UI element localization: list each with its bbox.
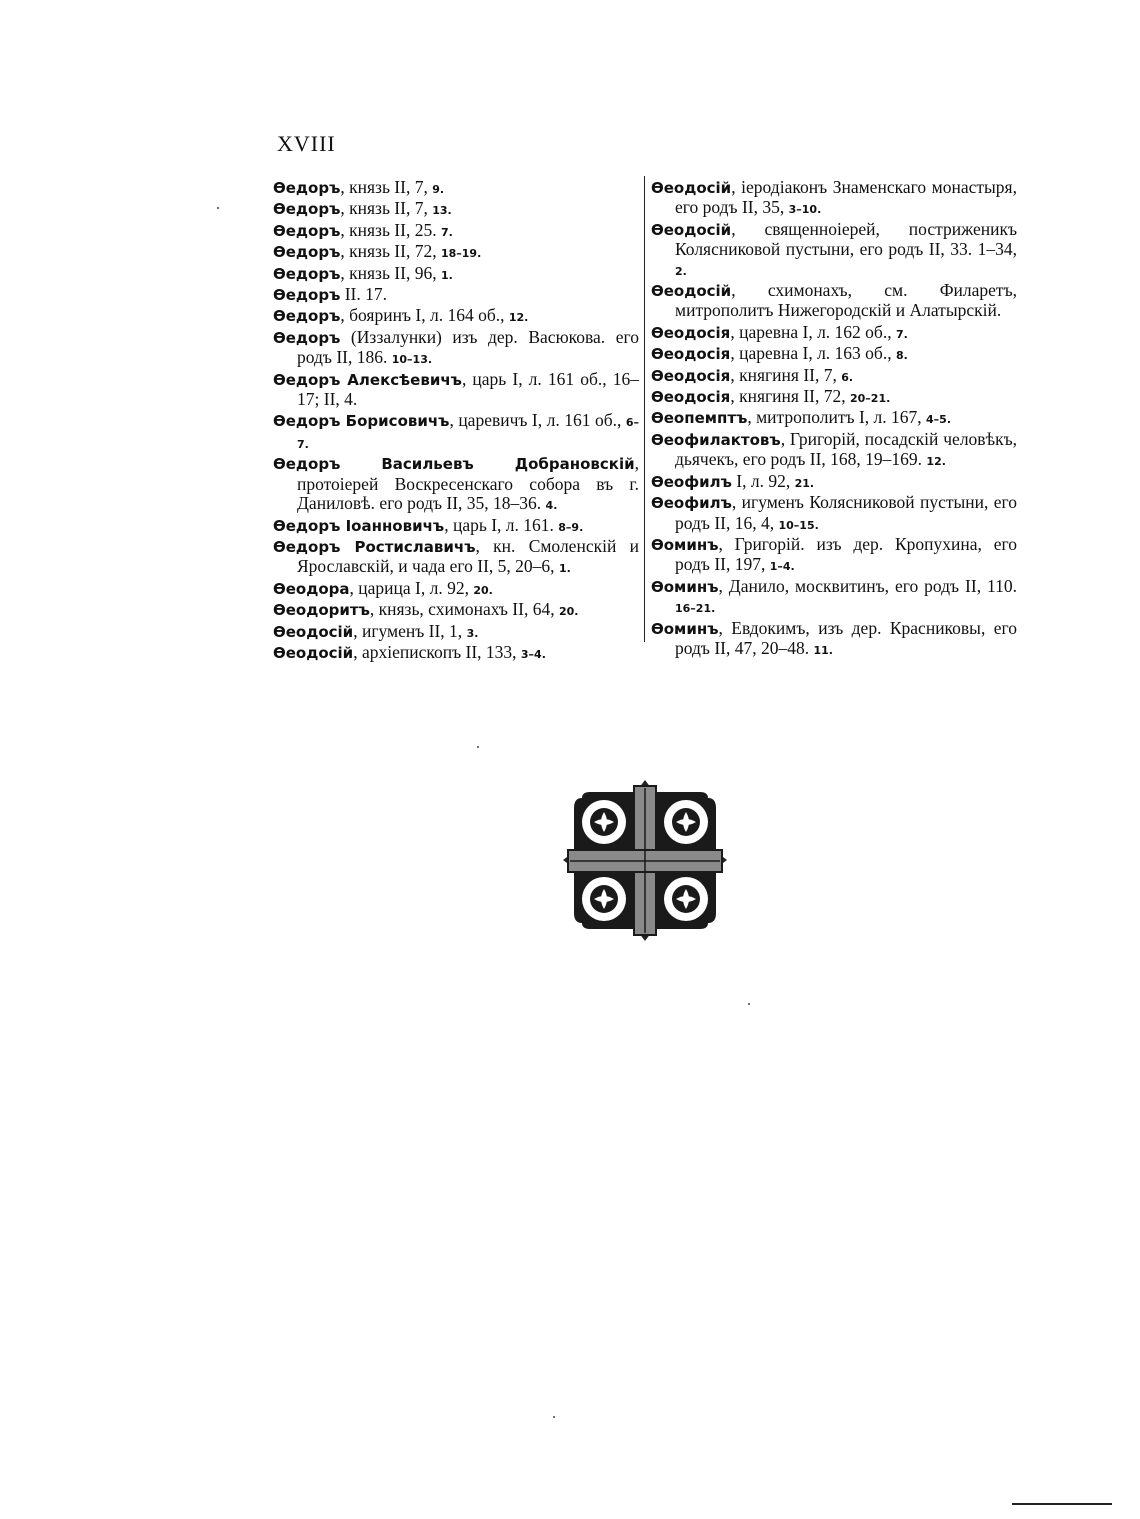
index-entry: Өедоръ Борисовичъ, царевичъ I, л. 161 об., 6–7. xyxy=(273,410,639,451)
index-entry: Өедоръ Ростиславичъ, кн. Смоленскій и Ярославскій, и чада его II, 5, 20–6, 1. xyxy=(273,535,639,577)
index-entry: Өедоръ, князь II, 7, 13. xyxy=(273,198,452,219)
index-entry: Өеофилъ, игуменъ Колясниковой пустыни, его родъ II, 16, 4, 10–15. xyxy=(651,492,1017,533)
index-entry: Өоминъ, Евдокимъ, изъ дер. Красниковы, его родъ II, 47, 20–48. 11. xyxy=(651,617,1017,658)
index-entry: Өеодосія, царевна I, л. 162 об., 7. xyxy=(651,321,908,342)
index-entry: Өедоръ (Иззалунки) изъ дер. Васюкова. его родъ II, 186. 10–13. xyxy=(273,326,639,368)
index-entry: Өеодосій, схимонахъ, см. Филаретъ, митрополитъ Нижегородскій и Алатырскій. xyxy=(651,280,1017,321)
index-entry: Өеофилъ I, л. 92, 21. xyxy=(651,470,815,491)
index-entry: Өедоръ Іоанновичъ, царь I, л. 161. 8–9. xyxy=(273,514,584,535)
index-entry: Өеодосія, царевна I, л. 163 об., 8. xyxy=(651,343,908,364)
index-entry: Өеодосій, іеродіаконъ Знаменскаго монастыря, его родъ II, 35, 3–10. xyxy=(651,177,1017,218)
footer-rule xyxy=(1012,1503,1112,1505)
index-entry: Өеодосія, княгиня II, 7, 6. xyxy=(651,364,854,385)
index-entry: Өоминъ, Григорій. изъ дер. Кропухина, его родъ II, 197, 1–4. xyxy=(651,533,1017,575)
index-entry: Өедоръ Васильевъ Добрановскій, протоіерей Воскресенскаго собора въ г. Даниловѣ. его родъ II, 35, 18–36. 4. xyxy=(273,453,639,514)
index-entry: Өедоръ, князь II, 96, 1. xyxy=(273,262,453,283)
index-entry: Өедоръ, бояринъ I, л. 164 об., 12. xyxy=(273,305,529,326)
cross-ornament-icon xyxy=(560,778,730,943)
index-entry: Өеодосій, игуменъ II, 1, 3. xyxy=(273,620,479,641)
index-entry: Өеодосій, архіепископъ II, 133, 3–4. xyxy=(273,641,546,662)
index-column-right xyxy=(651,178,1017,660)
index-entry: Өеодора, царица I, л. 92, 20. xyxy=(273,577,493,598)
index-entry: Өедоръ, князь II, 25. 7. xyxy=(273,219,453,240)
index-entry: Өеодосія, княгиня II, 72, 20–21. xyxy=(651,386,891,407)
index-entry: Өедоръ II. 17. xyxy=(273,284,388,305)
index-entry: Өедоръ, князь II, 72, 18–19. xyxy=(273,241,482,262)
index-entry: Өоминъ, Данило, москвитинъ, его родъ II, 110. 16–21. xyxy=(651,575,1017,616)
index-entry: Өеодоритъ, князь, схимонахъ II, 64, 20. xyxy=(273,599,579,620)
index-entry: Өеодосій, священноіерей, постриженикъ Колясниковой пустыни, его родъ II, 33. 1–34, 2. xyxy=(651,218,1017,278)
index-entry: Өеопемптъ, митрополитъ I, л. 167, 4–5. xyxy=(651,407,952,428)
page-number: XVIII xyxy=(277,131,336,156)
index-column-left xyxy=(273,178,639,664)
column-divider xyxy=(644,176,645,642)
index-entry: Өеофилактовъ, Григорій, посадскій человѣкъ, дьячекъ, его родъ II, 168, 19–169. 12. xyxy=(651,428,1017,470)
index-entry: Өедоръ, князь II, 7, 9. xyxy=(273,177,445,197)
index-entry: Өедоръ Алексѣевичъ, царь I, л. 161 об., 16–17; II, 4. xyxy=(273,368,640,410)
